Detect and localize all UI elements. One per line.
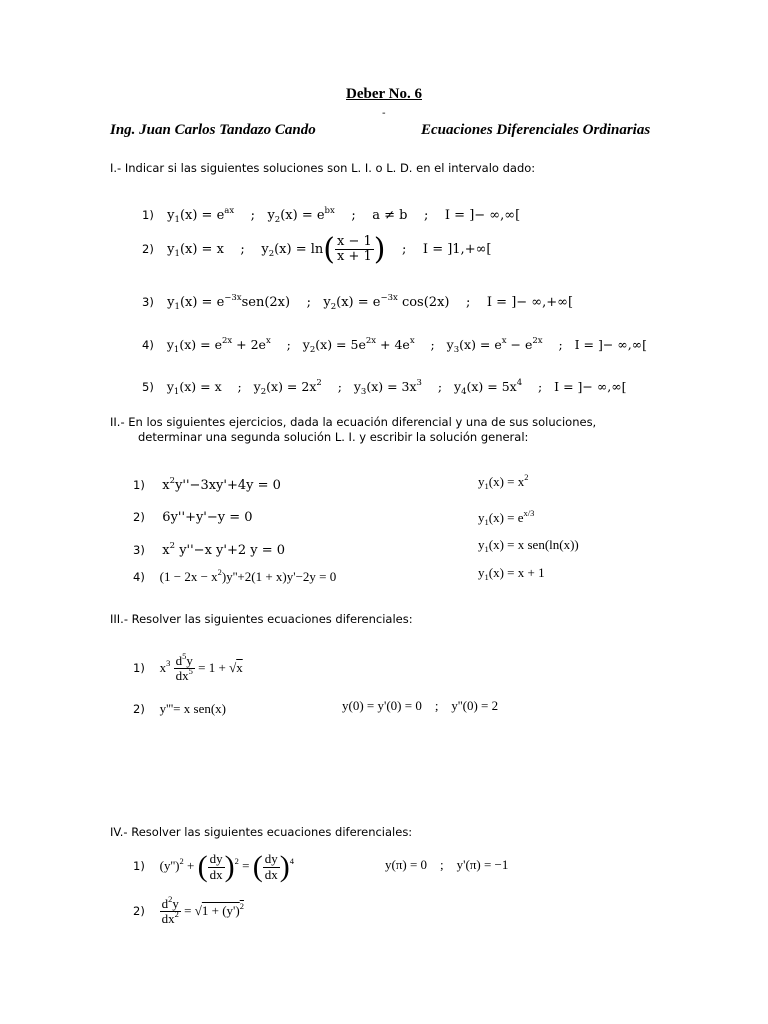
math-expression: $(y'')^2$ + ( $\frac{dy}{dx}$ )$^2$ = ( $\frac{dy}{dx}$ )$^4$ bbox=[149, 850, 294, 883]
problem-number: 1) bbox=[133, 478, 145, 492]
section-1-problem-3 bbox=[142, 291, 573, 310]
problem-number: 3) bbox=[142, 295, 154, 309]
section-2-problem-3 bbox=[133, 539, 285, 558]
math-expression: y'''= x sen(x) bbox=[149, 701, 227, 716]
math-expression: $y_1(x) = e^{ax}$ ; $y_2(x) = e^{bx}$ ; a ≠ b ; I = ]− ∞,∞[ bbox=[158, 206, 521, 225]
section-2-heading bbox=[110, 415, 658, 445]
math-expression: $y_1(x) = x$ ; $y_2(x) = 2x^2$ ; $y_3(x) = 3x^3$ ; $y_4(x) = 5x^4$ ; I = ]− ∞,∞[ bbox=[158, 378, 627, 397]
section-2-problem-2 bbox=[133, 506, 253, 525]
section-3-problem-2 bbox=[133, 698, 226, 717]
section-3-problem-1 bbox=[133, 651, 243, 684]
separator-mark: - bbox=[382, 108, 386, 119]
section-4-heading: IV.- Resolver las siguientes ecuaciones diferenciales: bbox=[110, 825, 413, 839]
section-2-solution-3: $y_1(x) = x$ sen(ln(x)) bbox=[478, 537, 579, 554]
problem-number: 2) bbox=[133, 903, 145, 918]
section-2-solution-2: $y_1(x) = e^{x/3}$ bbox=[478, 508, 535, 527]
math-expression: $x^2y''-3xy'+4y = 0$ bbox=[149, 476, 281, 493]
math-expression: 6y''+y'−y = 0 bbox=[149, 510, 253, 525]
problem-number: 1) bbox=[142, 208, 154, 222]
problem-number: 1) bbox=[133, 858, 145, 873]
section-1-problem-2 bbox=[142, 232, 491, 267]
section-3-heading: III.- Resolver las siguientes ecuaciones diferenciales: bbox=[110, 612, 413, 626]
section-2-line-1: II.- En los siguientes ejercicios, dada la ecuación diferencial y una de sus soluciones, bbox=[110, 415, 597, 429]
author-name: Ing. Juan Carlos Tandazo Cando bbox=[110, 122, 316, 138]
section-2-solution-4: $y_1(x) = x + 1$ bbox=[478, 565, 545, 582]
section-4-conditions: y(π) = 0 ; y'(π) = −1 bbox=[385, 857, 509, 872]
section-2-line-2: determinar una segunda solución L. I. y escribir la solución general: bbox=[138, 430, 529, 444]
math-expression: $y_1(x) = e^{-3x}sen(2x)$ ; $y_2(x) = e^{-3x}$ cos(2x) ; I = ]− ∞,+∞[ bbox=[158, 293, 574, 312]
problem-number: 5) bbox=[142, 380, 154, 394]
math-expression: $y_1(x) = e^{2x} + 2e^x$ ; $y_2(x) = 5e^{2x} + 4e^x$ ; $y_3(x) = e^x - e^{2x}$ ; I = ]− ∞,∞[ bbox=[158, 336, 647, 355]
section-2-problem-4 bbox=[133, 566, 336, 585]
section-2-solution-1: $y_1(x) = x^2$ bbox=[478, 472, 529, 491]
section-1-heading: I.- Indicar si las siguientes soluciones son L. I. o L. D. en el intervalo dado: bbox=[110, 161, 536, 175]
problem-number: 2) bbox=[133, 510, 145, 524]
course-name: Ecuaciones Diferenciales Ordinarias bbox=[421, 122, 651, 138]
math-expression: $y_1(x) = x$ ; $y_2(x) = \ln$( $\frac{x - 1}{x + 1}$ ) ; I = ]1,+∞[ bbox=[158, 232, 492, 267]
document-title: Deber No. 6 bbox=[346, 86, 422, 102]
section-4-problem-2 bbox=[133, 894, 244, 927]
problem-number: 4) bbox=[142, 338, 154, 352]
math-expression: $\frac{d^2y}{dx^2}$ = $√1 + (y')^2$ bbox=[161, 894, 244, 927]
section-4-problem-1 bbox=[133, 850, 294, 884]
math-expression: $x^3$ $\frac{d^5y}{dx^5}$ = 1 + √x bbox=[149, 651, 243, 684]
math-expression: $(1 - 2x - x^2)y''+2(1 + x)y'-2y = 0$ bbox=[149, 567, 337, 584]
section-1-problem-4 bbox=[142, 334, 647, 353]
problem-number: 3) bbox=[133, 543, 145, 557]
section-1-problem-5 bbox=[142, 376, 627, 395]
problem-number: 2) bbox=[133, 702, 145, 716]
section-1-problem-1 bbox=[142, 204, 520, 223]
problem-number: 2) bbox=[142, 242, 154, 256]
problem-number: 4) bbox=[133, 570, 145, 584]
section-2-problem-1 bbox=[133, 474, 281, 493]
math-expression: $x^2$ y''−x y'+2 y = 0 bbox=[149, 541, 286, 558]
section-3-conditions: y(0) = y'(0) = 0 ; y''(0) = 2 bbox=[342, 698, 499, 713]
problem-number: 1) bbox=[133, 660, 145, 675]
